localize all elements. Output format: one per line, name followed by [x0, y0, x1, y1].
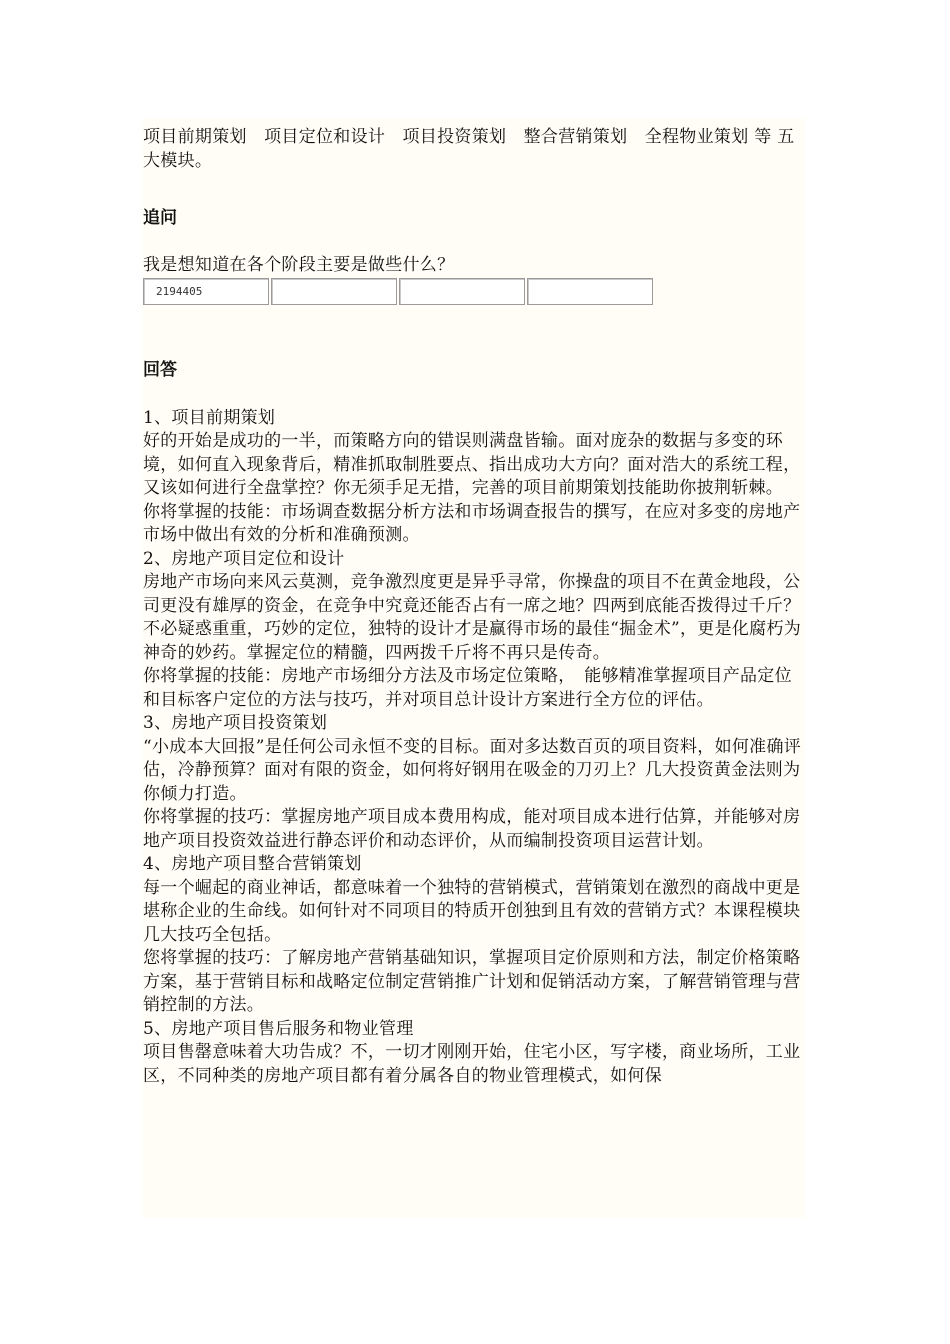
input-box-4[interactable]: [527, 278, 653, 305]
document-content: [143, 118, 805, 1218]
input-box-1[interactable]: 2194405: [143, 278, 269, 305]
input-box-3[interactable]: [399, 278, 525, 305]
answer-body: [143, 407, 805, 1089]
section-body-5: 项目售罄意味着大功告成？不，一切才刚刚开始，住宅小区，写字楼，商业场所，工业区，不同种类的房地产项目都有着分属各自的物业管理模式，如何保: [143, 1042, 801, 1086]
input-row: [143, 278, 805, 307]
section-body-2: 房地产市场向来风云莫测，竞争激烈度更是异乎寻常，你操盘的项目不在黄金地段，公司更没有雄厚的资金，在竞争中究竟还能否占有一席之地？四两到底能否拨得过千斤？不必疑惑重重，巧妙的定位，独特的设计才是赢得市场的最佳“掘金术”，更是化腐朽为神奇的妙药。掌握定位的精髓，四两拨千斤将不再只是传奇。: [143, 572, 802, 663]
section-title-1: 1、项目前期策划: [143, 407, 276, 428]
section-skill-1: 你将掌握的技能：市场调查数据分析方法和市场调查报告的撰写，在应对多变的房地产市场中做出有效的分析和准确预测。: [143, 501, 801, 545]
section-skill-4: 您将掌握的技巧：了解房地产营销基础知识，掌握项目定价原则和方法，制定价格策略方案，基于营销目标和战略定位制定营销推广计划和促销活动方案，了解营销管理与营销控制的方法。: [143, 948, 801, 1015]
section-title-5: 5、房地产项目售后服务和物业管理: [143, 1018, 414, 1039]
input-box-2[interactable]: [271, 278, 397, 305]
section-title-4: 4、房地产项目整合营销策划: [143, 854, 362, 874]
section-body-1: 好的开始是成功的一半，而策略方向的错误则满盘皆输。面对庞杂的数据与多变的环境，如何直入现象背后，精准抓取制胜要点、指出成功大方向？面对浩大的系统工程，又该如何进行全盘掌控？你无须手足无措，完善的项目前期策划技能助你披荆斩棘。: [143, 431, 801, 498]
section-body-3: “小成本大回报”是任何公司永恒不变的目标。面对多达数百页的项目资料，如何准确评估，冷静预算？面对有限的资金，如何将好钢用在吸金的刀刃上？几大投资黄金法则为你倾力打造。: [143, 736, 802, 804]
section-skill-2: 你将掌握的技能：房地产市场细分方法及市场定位策略， 能够精准掌握项目产品定位和目标客户定位的方法与技巧，并对项目总计设计方案进行全方位的评估。: [143, 666, 792, 710]
ask-heading: 追问: [143, 208, 177, 228]
section-title-2: 2、房地产项目定位和设计: [143, 548, 345, 569]
section-title-3: 3、房地产项目投资策划: [143, 713, 328, 733]
answer-heading: 回答: [143, 360, 177, 380]
section-skill-3: 你将掌握的技巧：掌握房地产项目成本费用构成，能对项目成本进行估算，并能够对房地产项目投资效益进行静态评价和动态评价，从而编制投资项目运营计划。: [143, 807, 801, 851]
ask-question: 我是想知道在各个阶段主要是做些什么？: [143, 254, 455, 275]
intro-text: 项目前期策划 项目定位和设计 项目投资策划 整合营销策划 全程物业策划 等 五大模块。: [143, 127, 795, 171]
section-body-4: 每一个崛起的商业神话，都意味着一个独特的营销模式，营销策划在激烈的商战中更是堪称企业的生命线。如何针对不同项目的特质开创独到且有效的营销方式？本课程模块几大技巧全包括。: [143, 877, 801, 945]
